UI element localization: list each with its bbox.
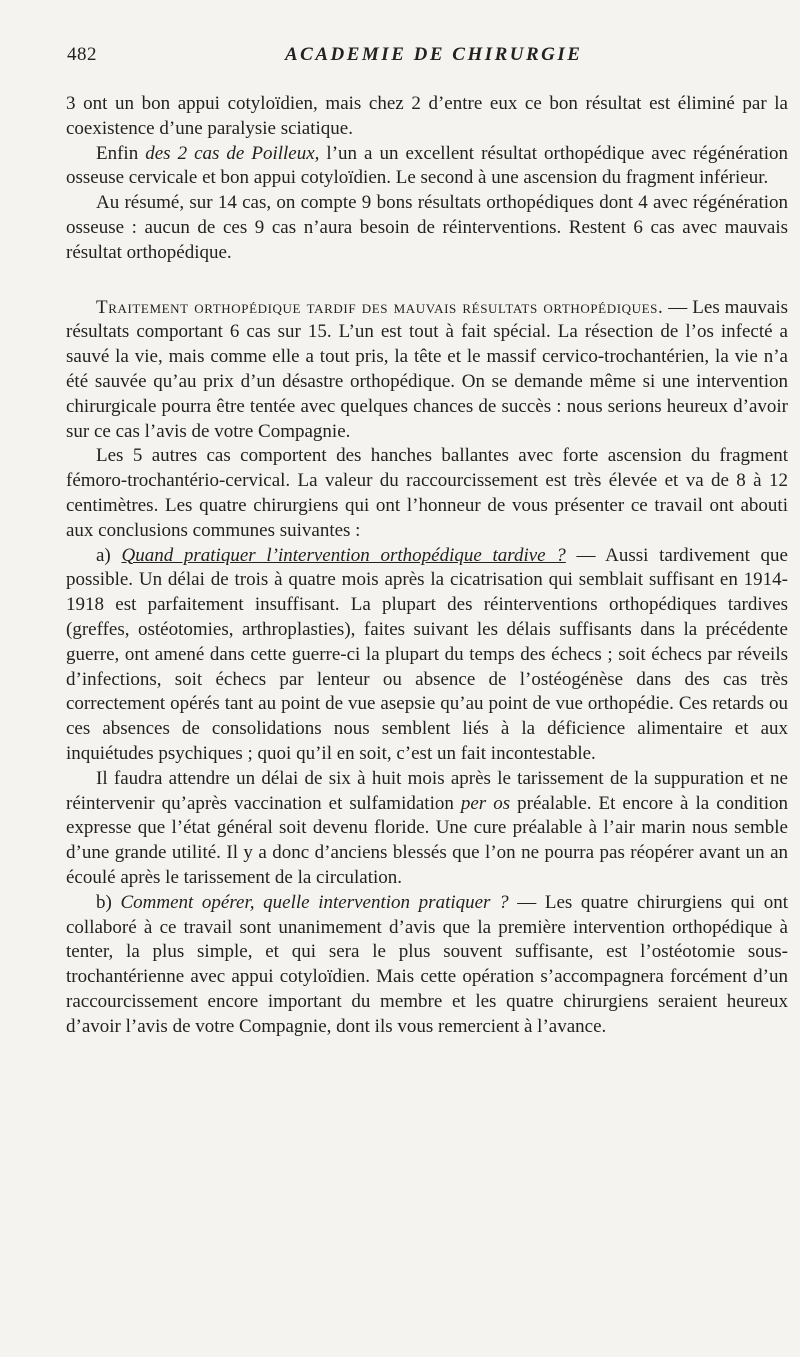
paragraph-8-rest: — Les quatre chirurgiens qui ont collaboré à ce travail sont unanimement d’avis que la première intervention orthopédique à tenter, la plus simple, et qui sera le plus souvent suffisante, est l’ostéotomie sous-trochantérienne avec appui cotyloïdien. Mais cette opération s’accompagnera forcément d’un raccourcissement encore important du membre et les quatre chirurgiens seraient heureux d’avoir l’avis de votre Compagnie, dont ils vous remercient à l’avance. [66, 891, 789, 1037]
paragraph-3-text: Au résumé, sur 14 cas, on compte 9 bons résultats orthopédiques dont 4 avec régénération osseuse : aucun de ces 9 cas n’aura besoin de réinterventions. Restent 6 cas avec mauvais résultat orthopédique. [66, 192, 788, 263]
paragraph-3 [66, 191, 788, 265]
page-header [67, 44, 789, 72]
paragraph-2 [66, 142, 788, 192]
running-title: ACADEMIE DE CHIRURGIE [285, 44, 583, 65]
paragraph-8-italic: Comment opérer, quelle intervention pratiquer ? [120, 891, 509, 913]
page-number: 482 [67, 44, 97, 65]
section-heading: Traitement orthopédique tardif des mauvais résultats orthopédiques. [96, 296, 664, 318]
paragraph-5-text: Les 5 autres cas comportent des hanches ballantes avec forte ascension du fragment fémoro-trochantério-cervical. La valeur du raccourcissement est très élevée et va de 8 à 12 centimètres. Les quatre chirurgiens qui ont l’honneur de vous présenter ce travail ont abouti aux conclusions communes suivantes : [66, 445, 788, 541]
paragraph-2-italic: des 2 cas de Poilleux, [145, 142, 320, 164]
paragraph-5 [66, 444, 788, 543]
paragraph-7-italic: per os [460, 792, 511, 814]
paragraph-7-lead: Il faudra attendre un délai de six à huit mois après le tarissement de la suppuration et ne réintervenir qu’après vaccination et sulfamidation [66, 767, 788, 814]
paragraph-7 [66, 767, 788, 891]
paragraph-2-rest: l’un a un excellent résultat orthopédique avec régénération osseuse cervicale et bon appui cotyloïdien. Le second à une ascension du fragment inférieur. [66, 142, 789, 189]
paragraph-6-rest: — Aussi tardivement que possible. Un délai de trois à quatre mois après la cicatrisation qui semblait suffisant en 1914-1918 est parfaitement insuffisant. La plupart des réinterventions orthopédiques tardives (greffes, ostéotomies, arthroplasties), faites suivant les délais suffisants dans la précédente guerre, ont amené dans cette guerre-ci la plupart du temps des échecs ; soit échecs par réveils d’infections, soit échecs par lenteur ou absence de l’ostéogénèse dans des cas très correctement opérés tant au point de vue asepsie qu’au point de vue orthopédie. Ces retards ou ces absences de consolidations nous semblent liés à la déficience alimentaire et aux inquiétudes psychiques ; quoi qu’il en soit, c’est un fait incontestable. [66, 544, 788, 764]
paragraph-2-lead: Enfin [96, 142, 146, 164]
paragraph-4-rest: — Les mauvais résultats comportant 6 cas sur 15. L’un est tout à fait spécial. La résection de l’os infecté a sauvé la vie, mais comme elle a tout pris, la tête et le massif cervico-trochantérien, la vie n’a été sauvée qu’au prix d’un désastre orthopédique. On se demande même si une intervention chirurgicale pourra être tentée avec quelques chances de succès : nous serions heureux d’avoir sur ce cas l’avis de votre Compagnie. [66, 296, 788, 442]
body-text [66, 92, 788, 1039]
paragraph-6 [66, 544, 788, 767]
paragraph-8 [66, 891, 788, 1040]
paragraph-6-italic: Quand pratiquer l’intervention orthopédique tardive ? [121, 544, 566, 566]
section-gap [66, 266, 788, 296]
paragraph-8-label: b) [96, 891, 121, 913]
paragraph-6-label: a) [96, 544, 122, 566]
paragraph-4 [66, 296, 788, 445]
paragraph-1-text: 3 ont un bon appui cotyloïdien, mais chez 2 d’entre eux ce bon résultat est éliminé par la coexistence d’une paralysie sciatique. [66, 93, 788, 139]
paragraph-1 [66, 92, 788, 142]
paragraph-7-rest: préalable. Et encore à la condition expresse que l’état général soit devenu floride. Une cure préalable à l’air marin nous semble d’une grande utilité. Il y a donc d’anciens blessés que l’on ne pourra pas réopérer avant un an écoulé après le tarissement de la circulation. [66, 792, 789, 888]
